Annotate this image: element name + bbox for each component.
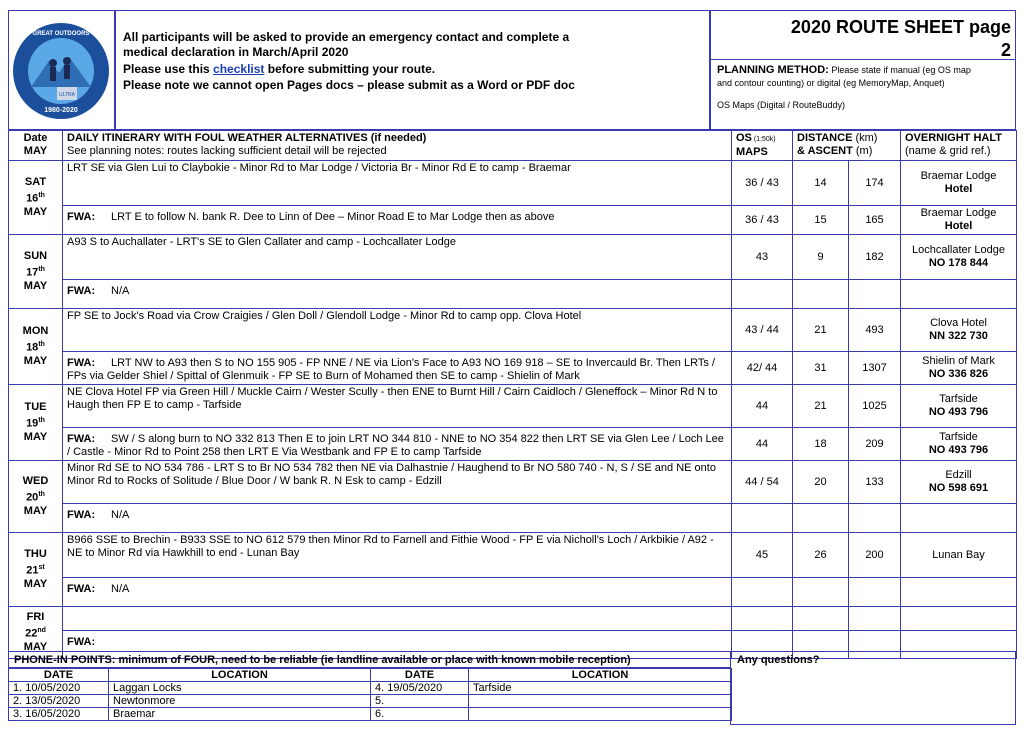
route-text: LRT SE via Glen Lui to Claybokie - Minor Rd to Mar Lodge / Victoria Br - Minor Rd E to camp - Braemar <box>63 161 732 206</box>
fwa-ascent: 165 <box>849 206 901 235</box>
route-ascent: 493 <box>849 309 901 352</box>
fwa-text-cell <box>63 280 732 309</box>
fwa-maps <box>732 578 793 607</box>
notice-line-2: medical declaration in March/April 2020 <box>123 45 349 59</box>
fwa-text-cell <box>63 504 732 533</box>
route-text: FP SE to Jock's Road via Crow Craigies / Glen Doll / Glendoll Lodge - Minor Rd to camp opp. Clova Hotel <box>63 309 732 352</box>
halt-grid-ref: NO 178 844 <box>928 257 989 269</box>
fwa-text-cell <box>63 352 732 385</box>
fwa-text: N/A <box>111 509 130 521</box>
date-header <box>9 131 63 161</box>
halt-name: Shielin of Mark <box>922 355 995 367</box>
phone-date: 1. 10/05/2020 <box>9 682 109 695</box>
fwa-text: LRT NW to A93 then S to NO 155 905 - FP NNE / NE via Lion's Face to A93 NO 169 918 – SE to Invercauld Br. Then LRTs / FPs via Gelder Shiel / Spittal of Glenmuik - FP SE to Burn of Mohamed then SE to camp - Shielin of Mark <box>67 357 715 382</box>
notice-line-3-pre: Please use this <box>123 62 214 76</box>
route-distance: 21 <box>793 385 849 428</box>
route-maps: 43 / 44 <box>732 309 793 352</box>
route-maps: 45 <box>732 533 793 578</box>
itinerary-header <box>63 131 732 161</box>
day-month: MAY <box>23 640 48 653</box>
fwa-row <box>9 578 1017 607</box>
questions-label: Any questions? <box>737 654 820 666</box>
fwa-distance <box>793 504 849 533</box>
fwa-maps <box>732 504 793 533</box>
phone-row <box>9 695 732 708</box>
day-suffix: th <box>38 341 45 349</box>
notice-line-4: Please note we cannot open Pages docs – please submit as a Word or PDF doc <box>123 78 575 92</box>
day-number: 17 <box>26 266 39 279</box>
notice-line-3 <box>123 62 435 77</box>
day-row <box>9 533 1017 578</box>
planning-hint-2: and contour counting) or digital (eg MemoryMap, Anquet) <box>717 78 945 88</box>
svg-text:1980-2020: 1980-2020 <box>44 107 78 114</box>
fwa-label: FWA: <box>67 285 96 297</box>
fwa-text-cell <box>63 428 732 461</box>
day-cell <box>9 385 63 461</box>
day-row <box>9 161 1017 206</box>
halt-name: Braemar Lodge <box>920 170 997 182</box>
distance-label: DISTANCE <box>797 132 853 144</box>
phone-date: 6. <box>371 708 469 721</box>
day-month: MAY <box>23 354 48 367</box>
route-distance: 21 <box>793 309 849 352</box>
km-label: (km) <box>852 132 878 144</box>
route-halt <box>901 607 1017 631</box>
fwa-row <box>9 428 1017 461</box>
fwa-ascent <box>849 280 901 309</box>
day-suffix: nd <box>37 627 46 635</box>
fwa-distance: 31 <box>793 352 849 385</box>
distance-header <box>793 131 901 161</box>
os-label: OS <box>736 132 752 144</box>
phone-date: 5. <box>371 695 469 708</box>
route-halt <box>901 385 1017 428</box>
planning-hint-1: Please state if manual (eg OS map <box>828 65 971 75</box>
fwa-row <box>9 206 1017 235</box>
ascent-label: & ASCENT <box>797 145 853 157</box>
route-maps: 44 / 54 <box>732 461 793 504</box>
svg-text:ULTRA: ULTRA <box>58 92 76 98</box>
halt-grid-ref: NO 336 826 <box>928 368 989 380</box>
route-text <box>63 607 732 631</box>
phone-location-header: LOCATION <box>109 669 371 682</box>
day-month: MAY <box>23 577 48 590</box>
day-suffix: th <box>38 491 45 499</box>
month-header-label: MAY <box>23 145 48 157</box>
phone-location <box>469 695 732 708</box>
fwa-text: N/A <box>111 583 130 595</box>
maps-header <box>732 131 793 161</box>
halt-name: Edzill <box>945 469 972 481</box>
day-month: MAY <box>23 430 48 443</box>
day-row <box>9 235 1017 280</box>
fwa-label: FWA: <box>67 211 96 223</box>
day-cell <box>9 533 63 607</box>
fwa-text-cell <box>63 206 732 235</box>
phone-location: Laggan Locks <box>109 682 371 695</box>
planning-label: PLANNING METHOD: <box>717 64 829 76</box>
halt-name: Lochcallater Lodge <box>912 244 1005 256</box>
fwa-halt <box>901 504 1017 533</box>
fwa-halt <box>901 352 1017 385</box>
route-halt <box>901 161 1017 206</box>
day-of-week: SAT <box>24 176 47 189</box>
halt-header-label: OVERNIGHT HALT <box>905 132 1002 144</box>
phone-table <box>8 668 732 721</box>
fwa-row <box>9 280 1017 309</box>
day-number: 18 <box>26 341 39 354</box>
fwa-maps: 36 / 43 <box>732 206 793 235</box>
page-title: 2020 ROUTE SHEET page <box>790 17 1011 37</box>
route-text: B966 SSE to Brechin - B933 SSE to NO 612 579 then Minor Rd to Farnell and Fithie Wood - FP E via Nicholl's Loch / Arkbikie / A92 - NE to Minor Rd via Hawkhill to end - Lunan Bay <box>63 533 732 578</box>
day-number: 16 <box>26 192 39 205</box>
day-of-week: TUE <box>24 401 47 414</box>
day-month: MAY <box>23 504 48 517</box>
day-number: 19 <box>26 417 39 430</box>
route-maps: 36 / 43 <box>732 161 793 206</box>
day-cell <box>9 235 63 309</box>
fwa-ascent: 1307 <box>849 352 901 385</box>
halt-grid-ref: NO 493 796 <box>928 406 989 418</box>
fwa-ascent <box>849 504 901 533</box>
halt-name: Lunan Bay <box>932 548 985 561</box>
fwa-text: SW / S along burn to NO 332 813 Then E to join LRT NO 344 810 - NNE to NO 354 822 then LRT SE via Glen Lee / Loch Lee / Castle - Minor Rd to Point 258 then LRT E Via Westbank and FP E to camp Tarfside <box>67 433 724 458</box>
fwa-halt <box>901 578 1017 607</box>
day-of-week: MON <box>22 325 49 338</box>
route-distance: 9 <box>793 235 849 280</box>
day-month: MAY <box>23 279 48 292</box>
route-maps: 43 <box>732 235 793 280</box>
fwa-halt <box>901 428 1017 461</box>
day-number: 22 <box>25 627 38 640</box>
route-halt <box>901 309 1017 352</box>
fwa-row <box>9 352 1017 385</box>
route-text: NE Clova Hotel FP via Green Hill / Muckle Cairn / Wester Scully - then ENE to Burnt Hill / Cairn Caidloch / Gleneffock – Minor Rd N to Haugh then FP E to camp - Tarfside <box>63 385 732 428</box>
fwa-label: FWA: <box>67 636 96 648</box>
fwa-halt <box>901 280 1017 309</box>
phone-header-row <box>9 669 732 682</box>
date-header-label: Date <box>23 132 48 144</box>
fwa-label: FWA: <box>67 509 96 521</box>
phone-row <box>9 682 732 695</box>
fwa-distance <box>793 280 849 309</box>
fwa-halt <box>901 206 1017 235</box>
day-suffix: th <box>38 266 45 274</box>
os-scale-label: (1:50k) <box>751 136 776 143</box>
itinerary-table <box>8 130 1017 659</box>
day-of-week: SUN <box>23 250 48 263</box>
notice-line-1: All participants will be asked to provide an emergency contact and complete a <box>123 30 570 44</box>
fwa-ascent <box>849 578 901 607</box>
day-row <box>9 385 1017 428</box>
route-distance: 20 <box>793 461 849 504</box>
fwa-label: FWA: <box>67 583 96 595</box>
halt-grid-ref: NO 598 691 <box>928 482 989 494</box>
phone-location <box>469 708 732 721</box>
day-number: 21 <box>26 564 39 577</box>
fwa-text: N/A <box>111 285 130 297</box>
page-number: 2 <box>1000 40 1011 60</box>
route-maps: 44 <box>732 385 793 428</box>
day-row <box>9 309 1017 352</box>
phone-date-header: DATE <box>9 669 109 682</box>
phone-row <box>9 708 732 721</box>
route-halt <box>901 235 1017 280</box>
phone-title: PHONE-IN POINTS: minimum of FOUR, need to be reliable (ie landline available or place with known mobile reception) <box>14 654 631 666</box>
fwa-text-cell <box>63 578 732 607</box>
itinerary-header-label: DAILY ITINERARY WITH FOUL WEATHER ALTERNATIVES (if needed) <box>67 132 427 144</box>
halt-grid-ref: Hotel <box>944 220 973 232</box>
fwa-distance: 18 <box>793 428 849 461</box>
fwa-distance <box>793 578 849 607</box>
route-text: Minor Rd SE to NO 534 786 - LRT S to Br NO 534 782 then NE via Dalhastnie / Haughend to Br NO 580 740 - N, S / SE and NE onto Minor Rd to Rocks of Solitude / Blue Door / W bank R. N Esk to camp - Edzill <box>63 461 732 504</box>
route-ascent: 133 <box>849 461 901 504</box>
halt-grid-ref: NN 322 730 <box>929 330 988 342</box>
checklist-link[interactable]: checklist <box>213 62 265 76</box>
fwa-maps: 44 <box>732 428 793 461</box>
route-distance: 14 <box>793 161 849 206</box>
day-number: 20 <box>26 491 39 504</box>
svg-text:GREAT OUTDOORS: GREAT OUTDOORS <box>32 31 90 37</box>
fwa-maps <box>732 280 793 309</box>
logo-cell <box>8 10 115 130</box>
notice-line-3-post: before submitting your route. <box>264 62 436 76</box>
fwa-label: FWA: <box>67 433 96 445</box>
day-of-week: THU <box>24 548 47 561</box>
day-row <box>9 607 1017 631</box>
fwa-maps: 42/ 44 <box>732 352 793 385</box>
route-halt <box>901 461 1017 504</box>
itinerary-header-note: See planning notes: routes lacking sufficient detail will be rejected <box>67 145 387 157</box>
halt-name: Tarfside <box>939 431 978 443</box>
phone-date: 4. 19/05/2020 <box>371 682 469 695</box>
route-ascent: 174 <box>849 161 901 206</box>
day-of-week: FRI <box>26 611 45 624</box>
day-suffix: st <box>38 564 45 572</box>
day-of-week: WED <box>22 475 49 488</box>
route-text: A93 S to Auchallater - LRT's SE to Glen Callater and camp - Lochcallater Lodge <box>63 235 732 280</box>
halt-grid-ref: Hotel <box>944 183 973 195</box>
halt-name: Tarfside <box>939 393 978 405</box>
halt-header <box>901 131 1017 161</box>
fwa-label: FWA: <box>67 357 96 369</box>
route-distance <box>793 607 849 631</box>
phone-location: Braemar <box>109 708 371 721</box>
maps-label: MAPS <box>736 146 768 158</box>
fwa-text: LRT E to follow N. bank R. Dee to Linn of Dee – Minor Road E to Mar Lodge then as above <box>111 211 555 223</box>
fwa-ascent: 209 <box>849 428 901 461</box>
route-distance: 26 <box>793 533 849 578</box>
m-label: (m) <box>852 145 873 157</box>
fwa-row <box>9 504 1017 533</box>
phone-date: 2. 13/05/2020 <box>9 695 109 708</box>
planning-value: OS Maps (Digital / RouteBuddy) <box>717 100 846 110</box>
header-row <box>9 131 1017 161</box>
day-cell <box>9 461 63 533</box>
route-ascent: 182 <box>849 235 901 280</box>
day-suffix: th <box>38 417 45 425</box>
phone-location: Tarfside <box>469 682 732 695</box>
halt-grid-ref: NO 493 796 <box>928 444 989 456</box>
logo-image <box>9 11 114 129</box>
route-maps <box>732 607 793 631</box>
day-month: MAY <box>23 205 48 218</box>
phone-location: Newtonmore <box>109 695 371 708</box>
halt-name: Clova Hotel <box>930 317 987 329</box>
route-halt <box>901 533 1017 578</box>
planning-method <box>717 64 971 77</box>
phone-date: 3. 16/05/2020 <box>9 708 109 721</box>
day-cell <box>9 161 63 235</box>
day-cell <box>9 309 63 385</box>
fwa-distance: 15 <box>793 206 849 235</box>
day-row <box>9 461 1017 504</box>
halt-header-sub: (name & grid ref.) <box>905 145 991 157</box>
halt-name: Braemar Lodge <box>920 207 997 219</box>
phone-location-header-2: LOCATION <box>469 669 732 682</box>
route-ascent: 200 <box>849 533 901 578</box>
route-ascent: 1025 <box>849 385 901 428</box>
phone-date-header-2: DATE <box>371 669 469 682</box>
day-suffix: th <box>38 192 45 200</box>
route-ascent <box>849 607 901 631</box>
